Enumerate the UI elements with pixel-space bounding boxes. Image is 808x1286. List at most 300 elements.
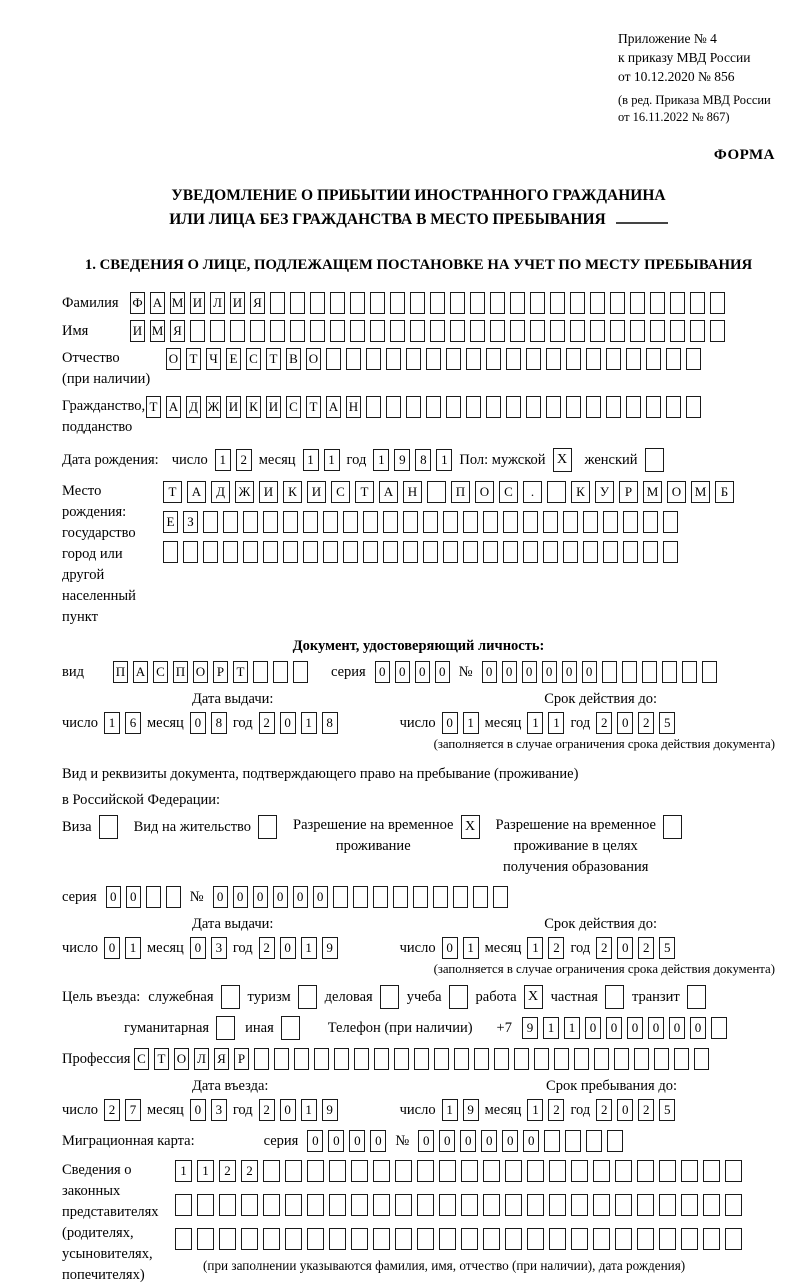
char-cell[interactable]: 2 <box>638 1099 654 1121</box>
char-cell[interactable]: 1 <box>301 1099 317 1121</box>
char-cell[interactable]: 0 <box>439 1130 455 1152</box>
char-cell[interactable] <box>607 1130 623 1152</box>
char-cell[interactable] <box>343 511 358 533</box>
char-cell[interactable]: 5 <box>659 937 675 959</box>
char-cell[interactable] <box>163 541 178 563</box>
char-cell[interactable] <box>630 292 645 314</box>
char-cell[interactable]: 0 <box>253 886 268 908</box>
purpose-transit-checkbox[interactable] <box>687 985 706 1009</box>
char-cell[interactable] <box>374 1048 389 1070</box>
char-cell[interactable]: 2 <box>259 1099 275 1121</box>
identity-issue-year-input[interactable] <box>259 712 338 734</box>
char-cell[interactable] <box>682 661 697 683</box>
char-cell[interactable]: 2 <box>219 1160 236 1182</box>
char-cell[interactable] <box>703 1194 720 1216</box>
char-cell[interactable]: П <box>113 661 128 683</box>
char-cell[interactable]: 0 <box>617 937 633 959</box>
char-cell[interactable]: И <box>266 396 281 418</box>
visa-checkbox[interactable] <box>99 815 118 839</box>
char-cell[interactable] <box>330 292 345 314</box>
char-cell[interactable]: 0 <box>190 1099 206 1121</box>
identity-valid-day-input[interactable] <box>442 712 479 734</box>
char-cell[interactable] <box>663 541 678 563</box>
char-cell[interactable]: Ж <box>235 481 254 503</box>
char-cell[interactable] <box>725 1228 742 1250</box>
char-cell[interactable]: Я <box>214 1048 229 1070</box>
char-cell[interactable]: 1 <box>463 712 479 734</box>
char-cell[interactable]: Т <box>233 661 248 683</box>
char-cell[interactable]: 0 <box>307 1130 323 1152</box>
char-cell[interactable] <box>510 292 525 314</box>
residence-valid-month-input[interactable] <box>527 937 564 959</box>
char-cell[interactable]: 1 <box>543 1017 559 1039</box>
entry-year-input[interactable] <box>259 1099 338 1121</box>
char-cell[interactable] <box>606 396 621 418</box>
char-cell[interactable] <box>351 1194 368 1216</box>
char-cell[interactable] <box>446 396 461 418</box>
char-cell[interactable] <box>670 292 685 314</box>
char-cell[interactable] <box>626 396 641 418</box>
char-cell[interactable]: 1 <box>527 937 543 959</box>
char-cell[interactable] <box>694 1048 709 1070</box>
char-cell[interactable] <box>263 1194 280 1216</box>
char-cell[interactable] <box>351 1160 368 1182</box>
char-cell[interactable]: О <box>306 348 321 370</box>
char-cell[interactable]: 3 <box>211 937 227 959</box>
char-cell[interactable] <box>417 1160 434 1182</box>
char-cell[interactable] <box>446 348 461 370</box>
char-cell[interactable] <box>363 541 378 563</box>
char-cell[interactable] <box>343 541 358 563</box>
char-cell[interactable] <box>463 541 478 563</box>
char-cell[interactable] <box>483 1160 500 1182</box>
char-cell[interactable]: 0 <box>502 1130 518 1152</box>
char-cell[interactable]: А <box>187 481 206 503</box>
char-cell[interactable]: И <box>230 292 245 314</box>
char-cell[interactable]: И <box>130 320 145 342</box>
char-cell[interactable] <box>630 320 645 342</box>
char-cell[interactable] <box>370 320 385 342</box>
char-cell[interactable]: 2 <box>548 1099 564 1121</box>
char-cell[interactable]: 0 <box>617 712 633 734</box>
doc-type-input[interactable] <box>113 661 308 683</box>
char-cell[interactable]: 0 <box>280 937 296 959</box>
char-cell[interactable]: 0 <box>523 1130 539 1152</box>
char-cell[interactable] <box>366 348 381 370</box>
char-cell[interactable] <box>290 292 305 314</box>
char-cell[interactable]: С <box>286 396 301 418</box>
char-cell[interactable] <box>329 1194 346 1216</box>
char-cell[interactable] <box>654 1048 669 1070</box>
char-cell[interactable] <box>505 1194 522 1216</box>
char-cell[interactable] <box>263 511 278 533</box>
char-cell[interactable] <box>383 541 398 563</box>
residence-valid-year-input[interactable] <box>596 937 675 959</box>
char-cell[interactable]: 1 <box>548 712 564 734</box>
char-cell[interactable]: 0 <box>213 886 228 908</box>
char-cell[interactable] <box>323 511 338 533</box>
char-cell[interactable]: 1 <box>527 712 543 734</box>
char-cell[interactable]: Р <box>213 661 228 683</box>
char-cell[interactable] <box>483 1194 500 1216</box>
char-cell[interactable] <box>329 1228 346 1250</box>
char-cell[interactable]: И <box>190 292 205 314</box>
char-cell[interactable]: 2 <box>259 937 275 959</box>
representatives-input-line2[interactable] <box>175 1194 742 1216</box>
char-cell[interactable] <box>394 1048 409 1070</box>
char-cell[interactable]: К <box>246 396 261 418</box>
char-cell[interactable]: А <box>133 661 148 683</box>
char-cell[interactable]: 2 <box>596 1099 612 1121</box>
char-cell[interactable] <box>650 320 665 342</box>
char-cell[interactable]: 2 <box>638 712 654 734</box>
char-cell[interactable] <box>527 1228 544 1250</box>
citizenship-input[interactable] <box>146 396 701 418</box>
char-cell[interactable] <box>606 348 621 370</box>
identity-valid-month-input[interactable] <box>527 712 564 734</box>
char-cell[interactable] <box>197 1194 214 1216</box>
char-cell[interactable] <box>494 1048 509 1070</box>
char-cell[interactable] <box>650 292 665 314</box>
char-cell[interactable] <box>219 1194 236 1216</box>
char-cell[interactable] <box>574 1048 589 1070</box>
char-cell[interactable] <box>461 1228 478 1250</box>
char-cell[interactable] <box>549 1160 566 1182</box>
char-cell[interactable] <box>634 1048 649 1070</box>
char-cell[interactable]: 0 <box>542 661 557 683</box>
char-cell[interactable]: С <box>153 661 168 683</box>
char-cell[interactable]: 0 <box>617 1099 633 1121</box>
char-cell[interactable] <box>263 541 278 563</box>
char-cell[interactable]: Т <box>306 396 321 418</box>
char-cell[interactable]: А <box>166 396 181 418</box>
char-cell[interactable]: Т <box>355 481 374 503</box>
purpose-official-checkbox[interactable] <box>221 985 240 1009</box>
char-cell[interactable] <box>543 511 558 533</box>
representatives-input-line3[interactable] <box>175 1228 742 1250</box>
char-cell[interactable] <box>183 541 198 563</box>
surname-input[interactable] <box>130 292 725 314</box>
char-cell[interactable] <box>554 1048 569 1070</box>
purpose-tourism-checkbox[interactable] <box>298 985 317 1009</box>
char-cell[interactable] <box>571 1194 588 1216</box>
char-cell[interactable]: 2 <box>596 937 612 959</box>
char-cell[interactable]: 0 <box>313 886 328 908</box>
char-cell[interactable] <box>430 320 445 342</box>
purpose-business-checkbox[interactable] <box>380 985 399 1009</box>
char-cell[interactable] <box>523 541 538 563</box>
char-cell[interactable]: Д <box>211 481 230 503</box>
char-cell[interactable] <box>330 320 345 342</box>
char-cell[interactable]: 0 <box>562 661 577 683</box>
entry-day-input[interactable] <box>104 1099 141 1121</box>
char-cell[interactable] <box>453 886 468 908</box>
char-cell[interactable] <box>223 511 238 533</box>
char-cell[interactable] <box>263 1160 280 1182</box>
char-cell[interactable] <box>646 348 661 370</box>
char-cell[interactable] <box>505 1228 522 1250</box>
migration-series-input[interactable] <box>307 1130 386 1152</box>
char-cell[interactable] <box>570 292 585 314</box>
residence-valid-day-input[interactable] <box>442 937 479 959</box>
char-cell[interactable] <box>474 1048 489 1070</box>
profession-input[interactable] <box>134 1048 709 1070</box>
char-cell[interactable] <box>254 1048 269 1070</box>
char-cell[interactable] <box>603 511 618 533</box>
char-cell[interactable]: 1 <box>303 449 319 471</box>
char-cell[interactable]: 0 <box>349 1130 365 1152</box>
char-cell[interactable]: Т <box>163 481 182 503</box>
char-cell[interactable] <box>483 511 498 533</box>
char-cell[interactable] <box>203 541 218 563</box>
char-cell[interactable] <box>395 1160 412 1182</box>
char-cell[interactable] <box>303 511 318 533</box>
char-cell[interactable] <box>643 511 658 533</box>
char-cell[interactable] <box>333 886 348 908</box>
char-cell[interactable] <box>483 541 498 563</box>
char-cell[interactable] <box>310 320 325 342</box>
firstname-input[interactable] <box>130 320 725 342</box>
char-cell[interactable] <box>546 348 561 370</box>
char-cell[interactable] <box>466 396 481 418</box>
char-cell[interactable]: И <box>259 481 278 503</box>
char-cell[interactable]: 9 <box>394 449 410 471</box>
char-cell[interactable] <box>253 661 268 683</box>
char-cell[interactable]: 1 <box>301 937 317 959</box>
purpose-work-checkbox[interactable]: X <box>524 985 543 1009</box>
char-cell[interactable]: 5 <box>659 712 675 734</box>
char-cell[interactable] <box>307 1228 324 1250</box>
residence-issue-month-input[interactable] <box>190 937 227 959</box>
char-cell[interactable] <box>427 481 446 503</box>
residence-issue-year-input[interactable] <box>259 937 338 959</box>
char-cell[interactable] <box>711 1017 727 1039</box>
char-cell[interactable]: М <box>691 481 710 503</box>
char-cell[interactable] <box>566 348 581 370</box>
char-cell[interactable] <box>659 1160 676 1182</box>
char-cell[interactable]: Д <box>186 396 201 418</box>
char-cell[interactable] <box>622 661 637 683</box>
birth-month-input[interactable] <box>303 449 340 471</box>
birth-place-input-line2[interactable] <box>163 511 734 533</box>
char-cell[interactable] <box>586 348 601 370</box>
char-cell[interactable]: Н <box>403 481 422 503</box>
char-cell[interactable] <box>346 348 361 370</box>
char-cell[interactable] <box>547 481 566 503</box>
char-cell[interactable] <box>363 511 378 533</box>
char-cell[interactable]: 0 <box>482 661 497 683</box>
char-cell[interactable] <box>549 1228 566 1250</box>
char-cell[interactable] <box>503 541 518 563</box>
char-cell[interactable] <box>166 886 181 908</box>
char-cell[interactable] <box>603 541 618 563</box>
char-cell[interactable] <box>386 396 401 418</box>
char-cell[interactable] <box>527 1160 544 1182</box>
char-cell[interactable]: 0 <box>375 661 390 683</box>
char-cell[interactable] <box>294 1048 309 1070</box>
char-cell[interactable]: Б <box>715 481 734 503</box>
char-cell[interactable]: 2 <box>548 937 564 959</box>
char-cell[interactable]: С <box>331 481 350 503</box>
char-cell[interactable] <box>314 1048 329 1070</box>
char-cell[interactable] <box>534 1048 549 1070</box>
char-cell[interactable] <box>503 511 518 533</box>
char-cell[interactable]: Е <box>163 511 178 533</box>
char-cell[interactable] <box>393 886 408 908</box>
char-cell[interactable]: 0 <box>190 937 206 959</box>
char-cell[interactable] <box>210 320 225 342</box>
char-cell[interactable] <box>526 348 541 370</box>
char-cell[interactable] <box>351 1228 368 1250</box>
char-cell[interactable] <box>670 320 685 342</box>
char-cell[interactable] <box>526 396 541 418</box>
char-cell[interactable] <box>443 541 458 563</box>
char-cell[interactable] <box>303 541 318 563</box>
char-cell[interactable]: 1 <box>463 937 479 959</box>
char-cell[interactable] <box>439 1228 456 1250</box>
char-cell[interactable]: 0 <box>370 1130 386 1152</box>
char-cell[interactable] <box>263 1228 280 1250</box>
char-cell[interactable]: 0 <box>328 1130 344 1152</box>
char-cell[interactable]: 0 <box>435 661 450 683</box>
char-cell[interactable] <box>590 292 605 314</box>
char-cell[interactable] <box>473 886 488 908</box>
char-cell[interactable]: 0 <box>460 1130 476 1152</box>
char-cell[interactable] <box>610 292 625 314</box>
char-cell[interactable] <box>642 661 657 683</box>
char-cell[interactable]: 3 <box>211 1099 227 1121</box>
identity-issue-day-input[interactable] <box>104 712 141 734</box>
char-cell[interactable]: 0 <box>280 1099 296 1121</box>
char-cell[interactable] <box>637 1228 654 1250</box>
char-cell[interactable] <box>203 511 218 533</box>
char-cell[interactable] <box>594 1048 609 1070</box>
sex-male-checkbox[interactable]: X <box>553 448 572 472</box>
char-cell[interactable]: 0 <box>442 712 458 734</box>
char-cell[interactable] <box>370 292 385 314</box>
char-cell[interactable] <box>223 541 238 563</box>
char-cell[interactable] <box>390 292 405 314</box>
stay-day-input[interactable] <box>442 1099 479 1121</box>
char-cell[interactable] <box>725 1160 742 1182</box>
char-cell[interactable] <box>662 661 677 683</box>
char-cell[interactable]: 0 <box>522 661 537 683</box>
char-cell[interactable]: 8 <box>211 712 227 734</box>
char-cell[interactable] <box>423 511 438 533</box>
char-cell[interactable] <box>570 320 585 342</box>
char-cell[interactable]: Т <box>146 396 161 418</box>
char-cell[interactable]: Л <box>210 292 225 314</box>
char-cell[interactable]: 9 <box>322 937 338 959</box>
char-cell[interactable] <box>483 1228 500 1250</box>
char-cell[interactable]: П <box>173 661 188 683</box>
char-cell[interactable] <box>461 1194 478 1216</box>
residence-issue-day-input[interactable] <box>104 937 141 959</box>
representatives-input-line1[interactable] <box>175 1160 742 1182</box>
char-cell[interactable]: А <box>150 292 165 314</box>
char-cell[interactable]: 1 <box>175 1160 192 1182</box>
char-cell[interactable] <box>410 320 425 342</box>
char-cell[interactable]: 2 <box>241 1160 258 1182</box>
char-cell[interactable] <box>270 320 285 342</box>
char-cell[interactable]: Р <box>234 1048 249 1070</box>
char-cell[interactable]: 6 <box>125 712 141 734</box>
char-cell[interactable] <box>490 292 505 314</box>
char-cell[interactable] <box>486 348 501 370</box>
char-cell[interactable]: 1 <box>436 449 452 471</box>
char-cell[interactable] <box>566 396 581 418</box>
char-cell[interactable]: Т <box>186 348 201 370</box>
identity-issue-month-input[interactable] <box>190 712 227 734</box>
char-cell[interactable] <box>626 348 641 370</box>
char-cell[interactable]: 1 <box>197 1160 214 1182</box>
char-cell[interactable] <box>386 348 401 370</box>
char-cell[interactable] <box>563 511 578 533</box>
char-cell[interactable] <box>175 1228 192 1250</box>
phone-input[interactable] <box>522 1017 727 1039</box>
char-cell[interactable] <box>353 886 368 908</box>
char-cell[interactable]: Р <box>619 481 638 503</box>
char-cell[interactable] <box>417 1194 434 1216</box>
char-cell[interactable] <box>443 511 458 533</box>
char-cell[interactable]: 0 <box>502 661 517 683</box>
char-cell[interactable]: М <box>150 320 165 342</box>
char-cell[interactable]: 2 <box>638 937 654 959</box>
char-cell[interactable]: 1 <box>324 449 340 471</box>
char-cell[interactable] <box>663 511 678 533</box>
char-cell[interactable]: А <box>326 396 341 418</box>
char-cell[interactable]: А <box>379 481 398 503</box>
char-cell[interactable] <box>430 292 445 314</box>
char-cell[interactable] <box>615 1228 632 1250</box>
char-cell[interactable] <box>637 1194 654 1216</box>
char-cell[interactable] <box>666 396 681 418</box>
char-cell[interactable] <box>565 1130 581 1152</box>
char-cell[interactable] <box>659 1194 676 1216</box>
char-cell[interactable] <box>659 1228 676 1250</box>
char-cell[interactable] <box>334 1048 349 1070</box>
char-cell[interactable] <box>403 541 418 563</box>
char-cell[interactable] <box>175 1194 192 1216</box>
char-cell[interactable] <box>623 541 638 563</box>
char-cell[interactable]: 0 <box>669 1017 685 1039</box>
char-cell[interactable]: 1 <box>373 449 389 471</box>
stay-month-input[interactable] <box>527 1099 564 1121</box>
char-cell[interactable]: 0 <box>481 1130 497 1152</box>
char-cell[interactable] <box>610 320 625 342</box>
char-cell[interactable] <box>486 396 501 418</box>
char-cell[interactable] <box>410 292 425 314</box>
char-cell[interactable]: С <box>246 348 261 370</box>
char-cell[interactable] <box>274 1048 289 1070</box>
sex-female-checkbox[interactable] <box>645 448 664 472</box>
char-cell[interactable] <box>403 511 418 533</box>
char-cell[interactable] <box>583 511 598 533</box>
char-cell[interactable] <box>563 541 578 563</box>
char-cell[interactable] <box>593 1228 610 1250</box>
char-cell[interactable] <box>550 320 565 342</box>
purpose-study-checkbox[interactable] <box>449 985 468 1009</box>
char-cell[interactable]: О <box>166 348 181 370</box>
char-cell[interactable]: К <box>571 481 590 503</box>
char-cell[interactable] <box>373 1228 390 1250</box>
char-cell[interactable] <box>514 1048 529 1070</box>
birth-place-input-line1[interactable] <box>163 481 734 503</box>
char-cell[interactable] <box>510 320 525 342</box>
char-cell[interactable]: Ф <box>130 292 145 314</box>
char-cell[interactable] <box>637 1160 654 1182</box>
char-cell[interactable]: П <box>451 481 470 503</box>
